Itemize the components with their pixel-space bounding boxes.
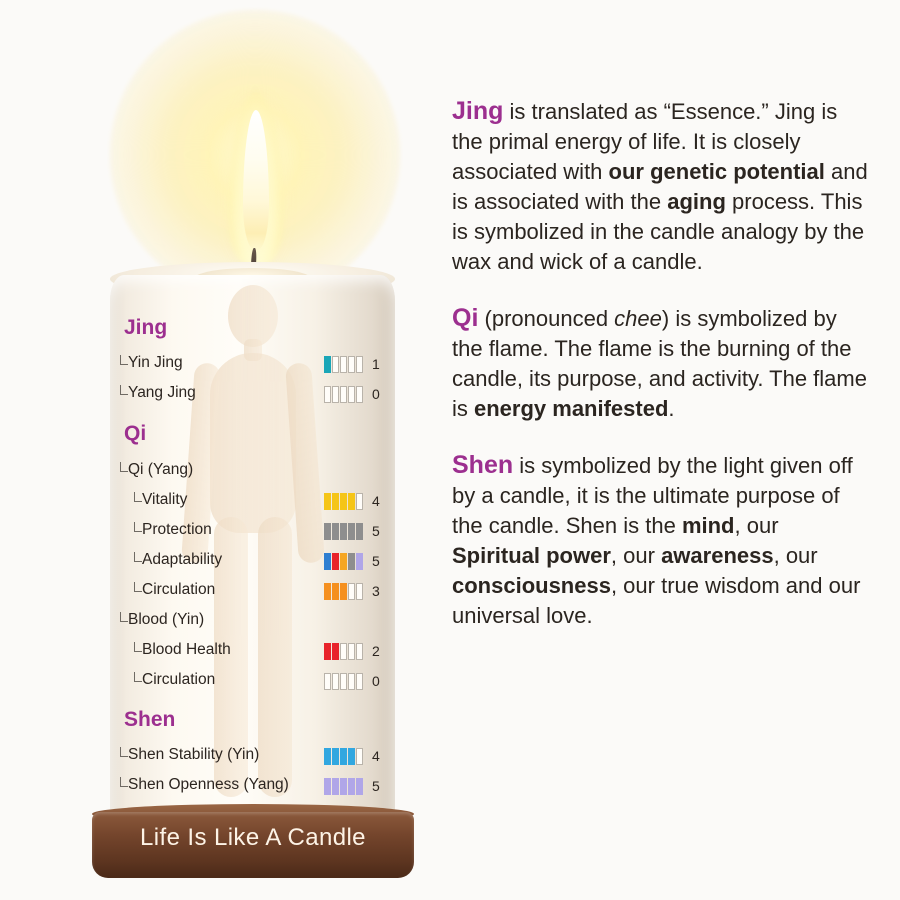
chart-row-vitality bbox=[116, 491, 391, 513]
shen-text-2: , our bbox=[734, 513, 779, 538]
qi-text-2: ) is symbolized by the flame. The flame is the burning of the candle, its purpose, and activity. The flame is bbox=[452, 306, 867, 421]
meter-blood-health bbox=[324, 643, 363, 660]
meter-value: 0 bbox=[372, 673, 380, 689]
shen-bold-1: mind bbox=[681, 513, 735, 538]
shen-bold-4: consciousness bbox=[452, 573, 611, 598]
jing-text-3: process. This is symbolized in the candle analogy by the wax and wick of a candle. bbox=[452, 189, 865, 274]
paragraph-qi bbox=[452, 303, 872, 424]
row-label: Circulation bbox=[142, 581, 216, 598]
chart-row-protection bbox=[116, 521, 391, 543]
chart-row-blood-health bbox=[116, 641, 391, 663]
meter-value: 1 bbox=[372, 356, 380, 372]
meter-protection bbox=[324, 523, 363, 540]
chart-row-blood-circulation bbox=[116, 671, 391, 693]
shen-text-1: is symbolized by the light given off by a candle, it is the ultimate purpose of the candle. Shen is the bbox=[452, 453, 853, 538]
chart-row-adaptability bbox=[116, 551, 391, 573]
meter-value: 2 bbox=[372, 643, 380, 659]
qi-italic-1: chee bbox=[614, 306, 662, 331]
shen-text-3: , our bbox=[610, 543, 662, 568]
meter-yin-jing bbox=[324, 356, 363, 373]
meter-value: 5 bbox=[372, 523, 380, 539]
explanation-text bbox=[452, 96, 872, 657]
meter-value: 4 bbox=[372, 748, 380, 764]
shen-text-5: , our true wisdom and our universal love. bbox=[452, 573, 861, 628]
chart-row-shen-openness bbox=[116, 776, 391, 798]
group-title-jing: Jing bbox=[124, 316, 168, 339]
qi-text-1: (pronounced bbox=[478, 306, 615, 331]
shen-bold-3: awareness bbox=[661, 543, 774, 568]
qi-bold-1: energy manifested bbox=[474, 396, 669, 421]
row-label: Protection bbox=[142, 521, 212, 538]
meter-adaptability bbox=[324, 553, 363, 570]
jing-text-1: is translated as “Essence.” Jing is the primal energy of life. It is closely associated with bbox=[452, 99, 838, 184]
energy-chart bbox=[116, 316, 391, 806]
chart-row-qi-yang bbox=[116, 461, 391, 483]
chart-row-shen-stability bbox=[116, 746, 391, 768]
candle-illustration bbox=[0, 0, 440, 900]
paragraph-jing bbox=[452, 96, 872, 277]
meter-value: 5 bbox=[372, 553, 380, 569]
chart-row-blood-yin bbox=[116, 611, 391, 633]
row-label: Adaptability bbox=[142, 551, 223, 568]
shen-text-4: , our bbox=[773, 543, 818, 568]
meter-shen-openness bbox=[324, 778, 363, 795]
chart-row-yang-jing bbox=[116, 384, 391, 406]
paragraph-shen bbox=[452, 450, 872, 631]
meter-value: 5 bbox=[372, 778, 380, 794]
meter-value: 0 bbox=[372, 386, 380, 402]
candle-base-label: Life Is Like A Candle bbox=[140, 824, 366, 851]
keyword-qi: Qi bbox=[452, 304, 479, 332]
row-label: Vitality bbox=[142, 491, 188, 508]
jing-bold-2: aging bbox=[667, 189, 726, 214]
group-title-qi: Qi bbox=[124, 422, 147, 445]
jing-text-2: and is associated with the bbox=[452, 159, 868, 214]
row-label: Blood Health bbox=[142, 641, 231, 658]
meter-blood-circulation bbox=[324, 673, 363, 690]
keyword-jing: Jing bbox=[452, 97, 504, 125]
row-label: Circulation bbox=[142, 671, 216, 688]
row-label: Qi (Yang) bbox=[128, 461, 194, 478]
chart-row-yin-jing bbox=[116, 354, 391, 376]
chart-row-qi-circulation bbox=[116, 581, 391, 603]
qi-text-3: . bbox=[668, 396, 675, 421]
keyword-shen: Shen bbox=[452, 451, 514, 479]
row-label: Shen Stability (Yin) bbox=[128, 746, 260, 763]
jing-bold-1: our genetic potential bbox=[608, 159, 825, 184]
group-title-shen: Shen bbox=[124, 708, 176, 731]
shen-bold-2: Spiritual power bbox=[452, 543, 611, 568]
meter-vitality bbox=[324, 493, 363, 510]
row-label: Blood (Yin) bbox=[128, 611, 205, 628]
meter-value: 3 bbox=[372, 583, 380, 599]
meter-yang-jing bbox=[324, 386, 363, 403]
meter-shen-stability bbox=[324, 748, 363, 765]
meter-qi-circulation bbox=[324, 583, 363, 600]
row-label: Shen Openness (Yang) bbox=[128, 776, 289, 793]
row-label: Yin Jing bbox=[128, 354, 183, 371]
row-label: Yang Jing bbox=[128, 384, 196, 401]
meter-value: 4 bbox=[372, 493, 380, 509]
